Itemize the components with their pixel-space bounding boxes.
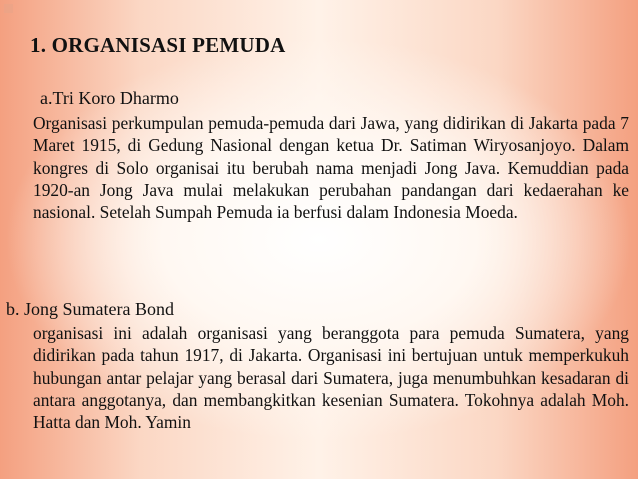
section-b-body: organisasi ini adalah organisasi yang beranggota para pemuda Sumatera, yang didirikan pada tahun 1917, di Jakarta. Organisasi ini bertujuan untuk memperkukuh hubungan antar pelajar yang berasal dari Sumatera, juga menumbuhkan kesadaran di antara anggotanya, dan membangkitkan kesenian Sumatera. Tokohnya adalah Moh. Hatta dan Moh. Yamin <box>33 323 629 433</box>
section-a-body: Organisasi perkumpulan pemuda-pemuda dari Jawa, yang didirikan di Jakarta pada 7 Maret 1915, di Gedung Nasional dengan ketua Dr. Satiman Wiryosanjoyo. Dalam kongres di Solo organisai itu berubah nama menjadi Jong Java. Kemuddian pada 1920-an Jong Java mulai melakukan perubahan pandangan dari kedaerahan ke nasional. Setelah Sumpah Pemuda ia berfusi dalam Indonesia Moeda. <box>33 113 629 223</box>
slide-title: 1. ORGANISASI PEMUDA <box>30 33 286 57</box>
corner-decoration <box>4 4 13 13</box>
section-a-heading: a.Tri Koro Dharmo <box>40 88 179 108</box>
section-b-heading: b. Jong Sumatera Bond <box>6 299 174 319</box>
